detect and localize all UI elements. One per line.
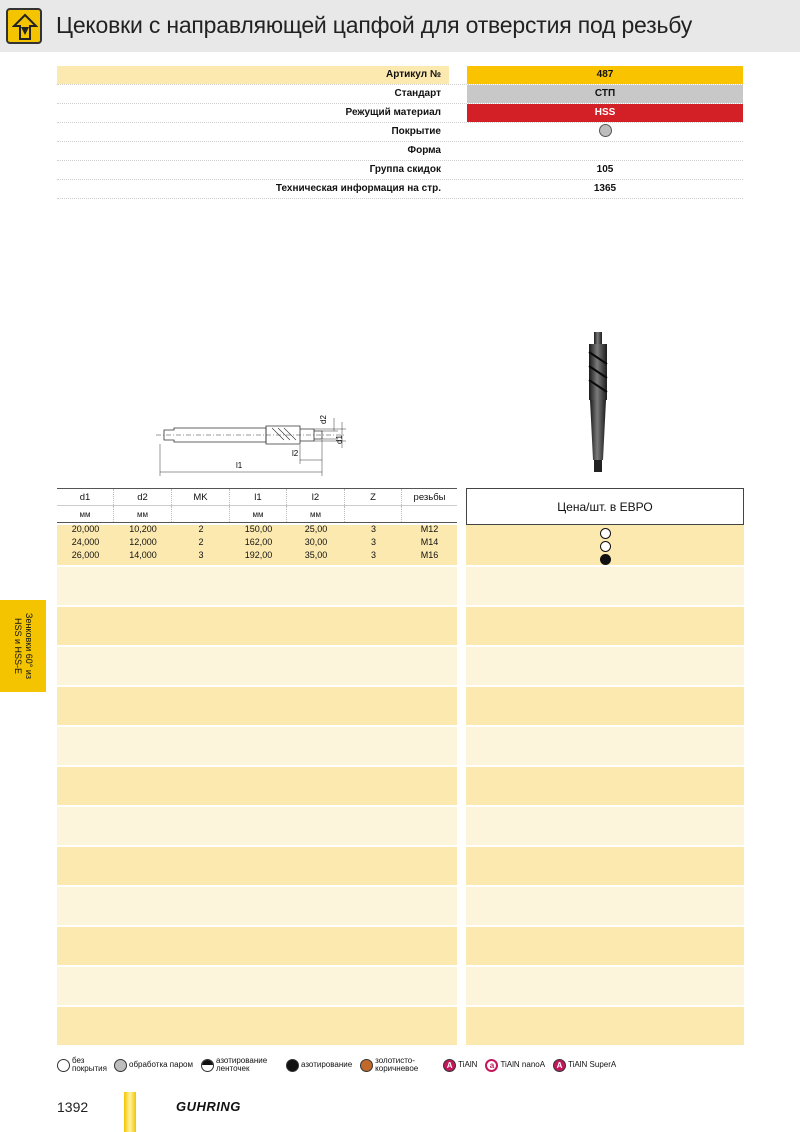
side-tab-line2: HSS и HSS-E xyxy=(13,617,23,675)
spec-row-form xyxy=(57,142,743,161)
tool-photo xyxy=(578,330,618,475)
legend-item xyxy=(286,1059,352,1072)
empty-band xyxy=(57,967,457,1005)
nitriding-icon xyxy=(286,1059,299,1072)
unit-l2: мм xyxy=(287,506,345,522)
cell-d2: 14,000 xyxy=(129,550,157,560)
tialn-icon: A xyxy=(443,1059,456,1072)
cell-l1: 150,00 xyxy=(244,524,273,534)
spec-row-material xyxy=(57,104,743,123)
legend-item xyxy=(360,1057,435,1073)
standard-label: Стандарт xyxy=(394,88,441,99)
table-units-row xyxy=(57,506,457,523)
empty-band xyxy=(57,1007,457,1045)
cell-d1: 20,000 xyxy=(71,524,100,534)
cell-thread: M16 xyxy=(420,550,439,560)
legend-item xyxy=(114,1059,193,1072)
section-side-tab[interactable] xyxy=(0,600,46,692)
standard-value: СТП xyxy=(467,85,743,103)
brand-logo-icon xyxy=(6,8,42,44)
cell-thread: M12 xyxy=(420,524,439,534)
cell-l2: 30,00 xyxy=(304,537,328,547)
tool-drawing xyxy=(150,400,370,480)
form-label: Форма xyxy=(407,145,441,156)
dim-l2-label: l2 xyxy=(292,449,299,458)
dim-d2-label: d2 xyxy=(319,415,328,424)
col-header-d2: d2 xyxy=(114,489,172,505)
material-label: Режущий материал xyxy=(345,107,441,118)
legend-item xyxy=(553,1059,616,1072)
spec-row-standard xyxy=(57,85,743,104)
cell-z: 3 xyxy=(370,524,376,534)
tialn-nano-icon: a xyxy=(485,1059,498,1072)
cell-mk: 2 xyxy=(198,537,204,547)
cell-l2: 25,00 xyxy=(304,524,328,534)
spec-row-coating xyxy=(57,123,743,142)
table-row[interactable] xyxy=(57,549,457,562)
header-bar xyxy=(0,0,800,52)
spec-row-techinfo xyxy=(57,180,743,199)
empty-band xyxy=(57,767,457,805)
availability-open-icon xyxy=(600,528,611,539)
cell-l1: 192,00 xyxy=(244,550,273,560)
material-value: HSS xyxy=(467,104,743,122)
dim-d1-label: d1 xyxy=(335,435,344,444)
empty-band xyxy=(57,847,457,885)
availability-row xyxy=(466,539,744,552)
page-number: 1392 xyxy=(57,1099,89,1115)
legend-item xyxy=(485,1059,545,1072)
empty-band xyxy=(466,567,744,605)
cell-z: 3 xyxy=(370,550,376,560)
empty-band xyxy=(466,847,744,885)
col-header-l2: l2 xyxy=(287,489,345,505)
empty-band xyxy=(57,687,457,725)
steam-coating-icon xyxy=(599,124,612,137)
empty-band xyxy=(57,607,457,645)
cell-d1: 24,000 xyxy=(71,537,100,547)
legend-label: без покрытия xyxy=(72,1056,107,1073)
tialn-super-icon: A xyxy=(553,1059,566,1072)
unit-l1: мм xyxy=(230,506,287,522)
legend-label: азотирование xyxy=(300,1060,353,1069)
legend-item xyxy=(443,1059,477,1072)
empty-band xyxy=(466,647,744,685)
legend-label: обработка паром xyxy=(129,1060,193,1069)
empty-band xyxy=(466,1007,744,1045)
tip-nitriding-icon xyxy=(201,1059,214,1072)
cell-mk: 3 xyxy=(198,550,204,560)
footer-accent-bar xyxy=(124,1092,136,1132)
price-header: Цена/шт. в ЕВРО xyxy=(466,488,744,525)
empty-band xyxy=(57,567,457,605)
form-value xyxy=(467,142,743,160)
unit-d1: мм xyxy=(57,506,114,522)
page-title: Цековки с направляющей цапфой для отверстия под резьбу xyxy=(56,12,693,38)
table-header-row xyxy=(57,488,457,506)
empty-band xyxy=(466,887,744,925)
legend-label: TiAlN SuperA xyxy=(568,1060,617,1069)
availability-open-icon xyxy=(600,541,611,552)
cell-thread: M14 xyxy=(420,537,439,547)
legend-label: TiAlN nanoA xyxy=(500,1060,546,1069)
article-label: Артикул № xyxy=(57,66,449,84)
discount-value: 105 xyxy=(596,164,614,175)
col-header-mk: MK xyxy=(172,489,230,505)
legend-label: азотирование ленточек xyxy=(215,1056,268,1073)
dimensions-table xyxy=(57,488,457,562)
unit-d2: мм xyxy=(114,506,172,522)
empty-band xyxy=(466,927,744,965)
unit-mk xyxy=(172,506,230,522)
empty-band xyxy=(57,727,457,765)
coating-legend xyxy=(57,1054,757,1076)
col-header-d1: d1 xyxy=(57,489,114,505)
techinfo-value: 1365 xyxy=(593,183,617,194)
side-tab-line1: Зенковки 60° из xyxy=(24,613,34,679)
empty-band xyxy=(57,807,457,845)
col-header-z: Z xyxy=(345,489,402,505)
steam-treatment-icon xyxy=(114,1059,127,1072)
legend-item xyxy=(201,1057,278,1073)
col-header-thread: резьбы xyxy=(413,492,446,503)
uncoated-icon xyxy=(57,1059,70,1072)
spec-row-article xyxy=(57,66,743,85)
dim-l1-label: l1 xyxy=(236,461,243,470)
techinfo-label: Техническая информация на стр. xyxy=(275,183,441,194)
table-row[interactable] xyxy=(57,536,457,549)
empty-band xyxy=(466,967,744,1005)
discount-label: Группа скидок xyxy=(369,164,441,175)
availability-row xyxy=(466,526,744,539)
empty-band xyxy=(57,887,457,925)
empty-band xyxy=(466,687,744,725)
cell-l1: 162,00 xyxy=(244,537,273,547)
price-availability-column xyxy=(466,526,744,565)
unit-z xyxy=(345,506,402,522)
empty-band xyxy=(57,647,457,685)
empty-band xyxy=(57,927,457,965)
cell-d2: 10,200 xyxy=(129,524,157,534)
legend-label: золотисто-коричневое xyxy=(375,1056,419,1073)
brand-wordmark: GUHRING xyxy=(176,1099,241,1114)
cell-z: 3 xyxy=(370,537,376,547)
col-header-l1: l1 xyxy=(230,489,287,505)
coating-value xyxy=(467,123,743,141)
legend-item xyxy=(57,1057,106,1073)
coating-label: Покрытие xyxy=(391,126,441,137)
empty-band xyxy=(466,727,744,765)
table-row[interactable] xyxy=(57,523,457,536)
cell-l2: 35,00 xyxy=(304,550,328,560)
cell-mk: 2 xyxy=(198,524,204,534)
cell-d1: 26,000 xyxy=(71,550,100,560)
empty-band xyxy=(466,767,744,805)
availability-stock-icon xyxy=(600,554,611,565)
empty-band xyxy=(466,807,744,845)
empty-band xyxy=(466,607,744,645)
availability-row xyxy=(466,552,744,565)
legend-label: TiAlN xyxy=(458,1060,478,1069)
cell-d2: 12,000 xyxy=(129,537,157,547)
article-value: 487 xyxy=(467,66,743,84)
unit-thread xyxy=(402,506,457,522)
gold-brown-icon xyxy=(360,1059,373,1072)
spec-row-discount xyxy=(57,161,743,180)
spec-table xyxy=(57,66,743,199)
